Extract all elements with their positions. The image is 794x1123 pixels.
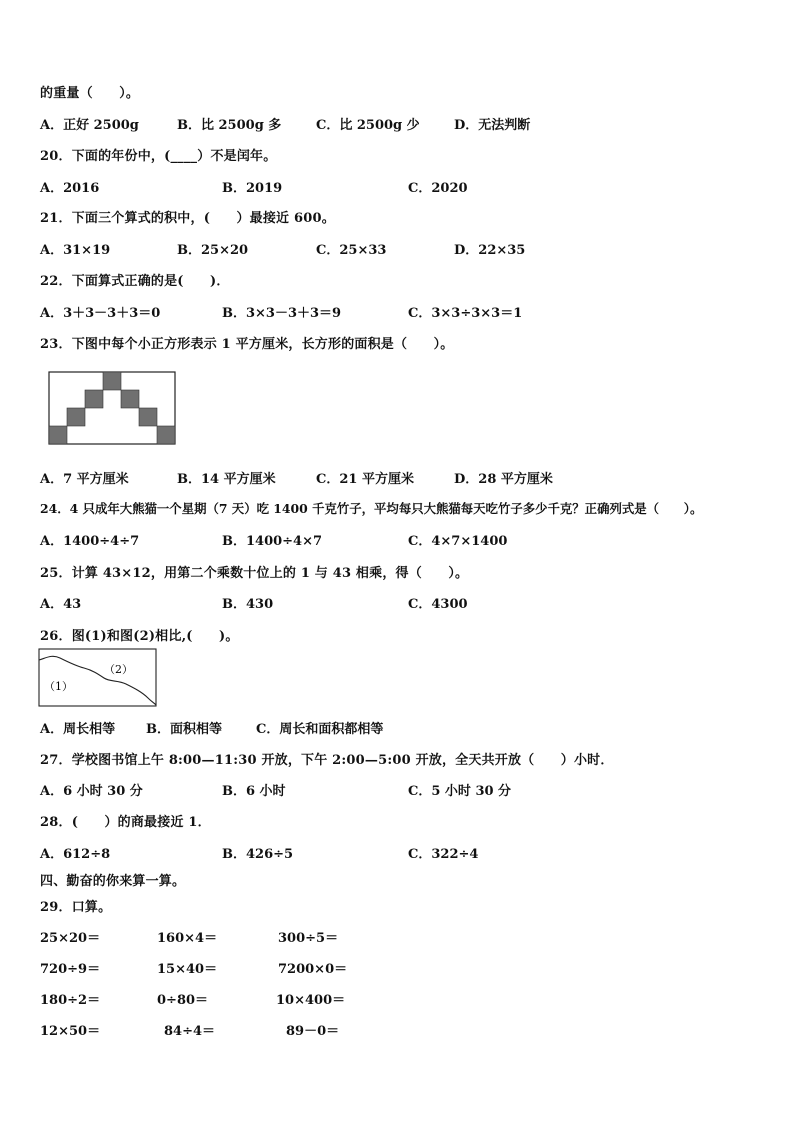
question-24: 24．4 只成年大熊猫一个星期（7 天）吃 1400 千克竹子，平均每只大熊猫每天吃竹子多少千克？正确列式是（ ）。: [40, 501, 703, 516]
question-27: 27．学校图书馆上午 8:00—11:30 开放，下午 2:00—5:00 开放，全天共开放（ ）小时．: [40, 753, 614, 768]
q21-option-a[interactable]: A．31×19: [40, 243, 111, 258]
q21-option-c[interactable]: C．25×33: [316, 243, 387, 258]
q19-tail: 的重量（ ）。: [40, 86, 140, 101]
question-20: 20．下面的年份中，(____）不是闰年。: [40, 149, 277, 164]
calc-item: 300÷5＝: [278, 931, 339, 946]
calc-item: 12×50＝: [40, 1024, 101, 1039]
q28-option-b[interactable]: B．426÷5: [222, 847, 294, 862]
q26-option-b[interactable]: B．面积相等: [146, 722, 222, 737]
calc-item: 10×400＝: [276, 993, 346, 1008]
q21-option-d[interactable]: D．22×35: [454, 243, 526, 258]
calc-item: 0÷80＝: [157, 993, 209, 1008]
q23-grid-figure: [48, 371, 176, 445]
q28-option-a[interactable]: A．612÷8: [40, 847, 111, 862]
calc-item: 84÷4＝: [164, 1024, 216, 1039]
calc-item: 160×4＝: [157, 931, 218, 946]
q25-option-b[interactable]: B．430: [222, 597, 274, 612]
calc-item: 180÷2＝: [40, 993, 101, 1008]
q22-option-a[interactable]: A．3＋3－3＋3＝0: [40, 306, 161, 321]
question-29: 29．口算。: [40, 900, 112, 915]
q26-option-a[interactable]: A．周长相等: [40, 722, 116, 737]
q22-option-b[interactable]: B．3×3－3＋3＝9: [222, 306, 342, 321]
calc-item: 15×40＝: [157, 962, 218, 977]
q26-option-c[interactable]: C．周长和面积都相等: [256, 722, 384, 737]
q27-option-a[interactable]: A．6 小时 30 分: [40, 784, 143, 799]
q19-option-d[interactable]: D．无法判断: [454, 118, 531, 133]
q20-option-b[interactable]: B．2019: [222, 181, 283, 196]
question-28: 28．( ）的商最接近 1．: [40, 815, 211, 830]
q25-option-c[interactable]: C．4300: [408, 597, 468, 612]
q23-option-b[interactable]: B．14 平方厘米: [177, 472, 276, 487]
calc-item: 25×20＝: [40, 931, 101, 946]
calc-item: 89－0＝: [286, 1024, 340, 1039]
q19-option-b[interactable]: B．比 2500g 多: [177, 118, 282, 133]
q25-option-a[interactable]: A．43: [40, 597, 82, 612]
section-4-heading: 四、勤奋的你来算一算。: [40, 874, 186, 889]
q19-option-a[interactable]: A．正好 2500g: [40, 118, 139, 133]
calc-item: 720÷9＝: [40, 962, 101, 977]
q20-option-a[interactable]: A．2016: [40, 181, 100, 196]
question-22: 22．下面算式正确的是( )．: [40, 274, 230, 289]
q23-option-d[interactable]: D．28 平方厘米: [454, 472, 553, 487]
q21-option-b[interactable]: B．25×20: [177, 243, 249, 258]
q26-figure: [38, 648, 158, 708]
q26-label-2: （2）: [104, 663, 133, 676]
q19-option-c[interactable]: C．比 2500g 少: [316, 118, 420, 133]
q23-option-c[interactable]: C．21 平方厘米: [316, 472, 414, 487]
q24-option-c[interactable]: C．4×7×1400: [408, 534, 508, 549]
calc-item: 7200×0＝: [278, 962, 348, 977]
question-23: 23．下图中每个小正方形表示 1 平方厘米，长方形的面积是（ ）。: [40, 337, 454, 352]
q27-option-c[interactable]: C．5 小时 30 分: [408, 784, 512, 799]
q20-option-c[interactable]: C．2020: [408, 181, 468, 196]
q27-option-b[interactable]: B．6 小时: [222, 784, 286, 799]
question-25: 25．计算 43×12，用第二个乘数十位上的 1 与 43 相乘，得（ ）。: [40, 566, 469, 581]
question-26: 26．图(1)和图(2)相比,( )。: [40, 629, 239, 644]
q24-option-a[interactable]: A．1400÷4÷7: [40, 534, 140, 549]
q28-option-c[interactable]: C．322÷4: [408, 847, 479, 862]
q23-option-a[interactable]: A．7 平方厘米: [40, 472, 129, 487]
q22-option-c[interactable]: C．3×3÷3×3＝1: [408, 306, 523, 321]
question-21: 21．下面三个算式的积中，( ）最接近 600。: [40, 211, 335, 226]
q24-option-b[interactable]: B．1400÷4×7: [222, 534, 323, 549]
q26-label-1: （1）: [44, 680, 73, 693]
